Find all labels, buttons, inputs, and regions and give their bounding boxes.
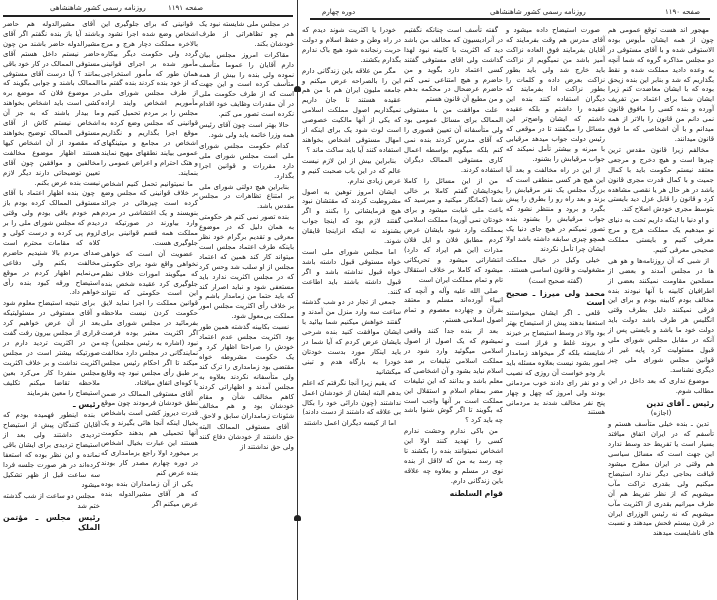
paragraph: ما نمیتوانیم تحمل کنیم اشخاص بر خلاف قوانینی که مجلس وضع کرده است چیزهائی در جرائد بنویسند و یک اغتشاشی در مردم وارد بیاورند در صورتیکه در مملکت همه قسم قوانینی برای جلوگیری هست. — [101, 179, 198, 247]
binding-mark — [294, 86, 301, 92]
paragraph: قلعی ـ اگر ایشان میخواستند استعفا بدهند پیش از استیضاح بهتر بود والا در وسط استیضاح بر خیزند و بروند غلط و فراز است و شایسته بلکه گر میخواهد زمامدار امور بشود نیست بعلاوه مسئله باید بار ودو خواست آن روزی که نصیب و دو نفر رای دادند خوب مردمانی بودند ولی امروز که چهل و چهار پنج نفر مخالف شدند بد مردمانی هستند — [506, 309, 605, 417]
left-page-number: صفحه ۱۱۹۱ — [168, 4, 204, 12]
paragraph: علت موافقت من با مستوفی الممالک برای مسائل عمومی بود ولی متأسفانه آن تعیین قصوری را که آقای مدرس کردند بنده نمی کنم بلکه میگویم بواسطه اعمال کاری مستوفی الممالک دیگران استفاده کردند. — [404, 106, 503, 174]
paragraph: مجلس دو ساعت از شب گذشته ختم شد — [3, 491, 100, 510]
speaker-heading: محمد ولی میرزا ـ صحیح است — [506, 288, 605, 308]
paragraph: از این در راه مخالفت و بعد آیا این هیچ هر کسی منطقی است که بزرگ مجلس یک نفر مرقیابش را بزند و بعد راه رو را بطرق را پیش بگیرد و برود و منتظر نشود که جواب مرقیابش را بشنود بنده تصور نمیکنم در هیچ جای دنیا یک همچو چیزی سابقه داشته باشد اولا ایشان چرا تأمل نکردند — [506, 165, 605, 253]
paragraph: تدین ـ بنده خیلی متأسف هستم و تأسفم که در ایران اتفاق میافتد بسیار است یا تفریط حد وسط ندارد این جهت است که مسائل سیاسی هم وقتی در ایران مطرح میشود قیافت بحاجی دیگر ندارد استیضاح میکنیم ولی بقدری تراکت مآب میشویم که از نظر تفریط هم آن طرف میرانیم بقدری از اکثریت مآب میشویم که نه رئیس الوزرای ایران در قرن بیستم فحش میدهند و نسبت های ناشایست میدهند — [608, 420, 714, 538]
paragraph: اما از کیسه دیگران اعمل داشتند — [303, 419, 396, 428]
paragraph: مهجور اند هست توقع عمومی هم چون از همه ایشان مأیوس بوده الاستوفی شده و با آقای مستوفی در دو مجلس مذاکره گروه که شما آنچه به وعده دادید مملکت شده و نقط بگذاریم که شد و بنابر این بنده زیحق بوده که با ایشان معاضدت کنم زیرا ایشان شما برای اعتماد من تفریف آورده و بنده کسی را مافوق قانون نمی دانم من قانون را بالاتر از همه میدانم و با آن اشخاصی که ما فوق قانون میدانند. — [608, 26, 714, 143]
header-rule — [310, 18, 710, 20]
header-rule — [3, 15, 293, 17]
paragraph: و او دنیا با اینکه داریم تحت به دنیای تو میدهیم یک مملکت هرج و مرج معرفی کنیم و بایستی مملکت صحیحی معرفی کنیم. — [608, 216, 714, 254]
paragraph: قوانینی که برای جلوگیری این اشخاص وضع شده اجرا نشود و بالاخره مملکت دچار هرج و مرج گردد ولی حکومت دیگر بیکاره مأمور شده بر اجرای قوانینی همان طور که مأمور استخراجی که از خود بنده کردند بنده گفتم ما از طرف مجلس شورای ملی مأموریم اشخاص وایند اراده مجلس را بر مردم تحمیل کنیم و قوانینی که مجلس وضع کرده به موقع اجرا بگذاریم و نگذاریم اشخاص در مجامع و میتینگهای عمومی بیایند نطقهای مهیج نمایند و هتک احترام و اعراض عمومی را بنمایند. — [101, 20, 198, 177]
paragraph: جمعی از تجار در دو شب گذشته ساعت سه وارد منزل من آمدند و گفتند خواهش میکنیم شما بیائید با ایشان موافقت کنید بنده شرحی بایشان عرض کردم که آیا شما در باید اینکار مورد بدست خودتان خودرا به بارگاه هدم و تبنی میکشانید — [302, 298, 401, 376]
binding-mark — [294, 515, 301, 521]
paragraph: مخالفم زیرا قانون مقدس ترین چیزها است و هیچ دخرج و مرجعی معتقد نیستم حکومت باید با کمال جمیت و با کمال قدرت مجری قانون باشد در هر حال هر یا نقصی مشاهده کرد و قانون را قابل عزل دید بایستی بتوسط مجری خودش اصلاح کند. — [608, 145, 714, 214]
paragraph: من از این مسائل را کاملا بخودایشان گفتم کاملا بر خالی شما (کمانگار میکنید و میرسید که باعث ملی غیابت میشود و برای خودتان نمی آورید) مملکت اسلامی بمملکت وارد شود بایشان عرض کردم مطابق فلان و ایل فلان مذرات (این هم ایراد که دارد) انتشاراتی میشود و تحریکاتی میشود که کاملا بر خلاف استقلال تام و تمام مملکت ایران است — [404, 176, 503, 284]
paragraph: حالا بهتر است چون آقای رئیس همه وزرا خاتمه یابد ولی شود. — [199, 121, 294, 139]
paragraph: بنده تصور نمی کنم هر حکومتی به همان دلیل که در موضوع معرفی و تقدیم برگرام خود نظر باینکه طرف اعتماد مجلس است میتواند کار کند همین که اعتماد مجلس از او سلب شد وحس کرد که در مجلس اکثریت ندارد باید مستعفی شود و نباید اصرار کند که باید حتما من زمامدار باشم و بر خلاف رأی اکثریت مجلس امور مملکت بی‌معول شود. — [199, 213, 294, 321]
paragraph: آقای مشیرالدوله هم حاضر باشند آیا باز بنده نگفتم اگر آقای مشیرالدوله حاضر باشند من چون حاضر نیستم داخل هستم آقای مستوفی الممالک در کار خود باقی بمانند ؟ آیا درست آقای مستوفی الممالک باشند و جوابی بگویند که در موضوع فلان که موضع بره کشی است باید اشخاص بخواهند ما بیدار باشند که به جز آن اشخاص نیستم کاش از آقای مستوفی الممالک توضیح بخواهند که مقصود از آن اشخاص کیها هستند اظهار موضوع مخالفت مخالفین و موافقین چون آقای تعیین توضیحاتی دارند دیگر لازم نیست بنده عرض بکنم. — [3, 20, 100, 187]
paragraph: نسبت بکابینه گذشته همین طور بود اکثریت مجلس عدم اعتماد خودش را صراحتا اظهار کرد و یک حکومت مشروطه خواه مقتضی بود زمامداری را ترک کند ولی متأسفانه نکردند بعلاوه به مجلس آمدند و اظهاراتی کردند کاهم مخالف شأن و مقام خودشان بود و هم مخالف شئونات زمامداران سابق و لاحق. — [199, 323, 294, 421]
paragraph: (گفته صحیح است) — [528, 276, 583, 285]
paragraph: در مجلس ملی شایسته نبود یک هم چو تظاهراتی از طرف خودشان بکند. — [199, 20, 294, 48]
right-page-number: صفحه ۱۱۹۰ — [665, 8, 701, 16]
paragraph: چون بنده اظهار اعتماد با آقای مستوفی الممالک کرده بودم باز هم خودم باقی بودم ولی وقتی دیدم که مجلس شورای ملی را بر لزوم پی کرده و درست کولی و کلاه که مقامات محترم است صدای مردم بالا شنیدیم حاضرم مخالفت بکنم ولی دفاعی می‌نمایم اظهار کردم در موقع استیضاح ورقه کبود بنده رأی خواهم داد. — [3, 189, 100, 297]
paragraph: بنابراین بیش از این لازم نیست عالم که در این باب صحبت کنیم و عرض زیادی ندارم. — [302, 156, 401, 185]
speaker-heading: رئیس مجلس ـ مؤتمن الملک — [3, 513, 100, 533]
paragraph: برای نتیجه استیضاح معلوم شود و آقای مستوفی در مسئولیتیکه بعد از آن عرض خواهیم کرد قراری از مجلس بیرون رفت گفت من در اکثریت تردید دارم در صورتیکه بیشتر است در مجلس اکثریت نداشت و بر خلاف اکثریت مجلس منفردا کار می‌کرد بعین ملاحظه تقاضا میکنم تکلیف استیضاح را معین بفرمایند — [3, 299, 100, 397]
right-page — [300, 0, 717, 20]
text-column — [101, 20, 198, 510]
paragraph: ایشان امروز توهین به اصول مشروطیت کردند که مقتشان نبود هیچ فرمایشاتی را بکنند و اگر گفتند لازم بود که اینجا جواب بشنوند نه اینکه انزاینجا قایقان شوند. — [302, 187, 401, 246]
right-page-title: روزنامه رسمی کشور شاهنشاهی — [490, 8, 586, 16]
speaker-heading: رئیس ـ — [73, 400, 100, 410]
text-column — [199, 20, 294, 454]
text-column — [404, 26, 503, 500]
text-column — [3, 20, 100, 534]
text-column — [506, 26, 605, 419]
paragraph: از شبی که آن روزنامه‌ها و هو هی ها در مجلس آمدند و بعضی از مسلحین مقاومت نمیکنند بعضی از اطرافیان کابینه با آنها نبودند بنده مخالف بودم کابینه بودم و برای این فرقی نمیکنند دلیل بطرف وقتی انگلیس هر طرف باشد دولت باید دولت خود ما باشد و بایستی پس از آنکه در مقابل مجلس شورای ملی قبول مسئولیت کرد پایه غیر از قوانین مجلس شورای ملی چیز دیگری نشناسد. — [608, 256, 714, 374]
left-page — [0, 0, 296, 20]
speaker-heading: قوام السلطنه — [449, 488, 503, 498]
paragraph: گفته تأسف است چنانکه نگفتیم در آنرادیسیون که مخالف من باشد دید که اکثریت با کابینه نبود لهذا گذاشت ولی اقای مستوفی گفتند کسی اعتماد دارد بگوید و من حاضرم و هیچ امتناعی نمی کنم حاضرم عرضحال در محکمه بدهم و من مطیع آن قانون هستم — [404, 26, 503, 104]
paragraph: بعد از بنده جدا کنند واقعی نمیشوم که یک اصول از اصول اسلامی میگوئید وارد شود در مملکت اسلامی تبلیغات بر ضد اسلام نباید بشود و آن اشخاصی که معلم باشد و بدانند که این تبلیغات مضر بمقام اسلام و استقلال این مملکت است بر آنها واجب است که بگویند تا اگر گوش شنوا باشد چه باید کرد ؟ — [404, 327, 503, 425]
paragraph: من باکی ندارم وحشت ندارم کسی را تهدید کنند اولا این اشخاص نمیتوانند بنده را بکشند تا چه رسد به من که لااقل از بنده نوی در مسلم و بعلاوه چه علاقه باین زندگانی دارم. — [404, 427, 503, 485]
volume-label: دوره چهارم — [322, 8, 356, 16]
text-column — [302, 26, 401, 430]
left-page-title: روزنامه رسمی کشور شاهنشاهی — [50, 4, 146, 12]
paragraph: موضوع نداری که بعد داخل در این مطالب شوم. — [608, 376, 714, 395]
paragraph: عضویت آن است که خواهی نخواهی واقع شود برای حکومتی که میگویند امورات خلاف نظم جلوگیری کرد عقیده شخص بنده این است حکومتی که نتواند قوانین مملکت را اجرا نماید لایق حکومت کردن نیست ملاحظه بفرمائید در مجلس شورای ملی اگر اکثریت معتبر بوده فرصت نبود (اشاره به رئیس مجلس) چه نمایندگانی در مجلس دارد مخالفت میکند تا اگر احکام رئیس مجلس بر طبق رأی مجلس نبود چه وقایع یا کوه‌ای اتفاق میافتاد. — [101, 249, 198, 387]
paragraph: آقای مستوفی الممالک در ضمن نطق خودشان فرمودند چون موقع قدرت دیروز کشی است باشخاص بخیال اینکه آنجا هائی بگیرند و یک آنها تحمیلی هم بدهند حکومت هستند این عبارت بخیال اشخاص بر میخورد اولا راجع بزمامداری که در دوره چهارم مصدر کار بودند بنده عرض کنم — [101, 389, 198, 477]
paragraph: بنابراین هیچ دولتی شورای ملی بر امتناع تظاهرات در مجلس مقدس باشد. — [199, 182, 294, 211]
paragraph: (اجازه) — [650, 409, 672, 418]
paragraph: خیلی وکیل در خیال مملکت مشغولیت و قانون اساسی هستند. — [506, 255, 605, 274]
paragraph: بنده اینطور فهمیده بودم که آقایان کنندگان پیش از استیضاح تردیدی داشتند ولی بعد از استیضاح تردیدی برای ایشان باقی نمانده و این نظر بوده که استعفا کرده‌اند در هر صورت جلسه فردا سه ساعت قبل از ظهر تشکیل میشود — [3, 411, 100, 489]
speaker-heading: رئیس ـ آقای تدین — [646, 398, 714, 408]
paragraph: که یقیم زیرا آنجا نگرفتم که اعلم بدهم البته ایشان از خودشان اعمل نداشتند (چون دارائی خود را بکال بی علاقه که داشتند از دست دادند) — [302, 378, 401, 417]
paragraph: آقای مستوفی الممالک البته حق داشتند از خودشان دفاع کنند ولی حق نداشتند از — [199, 423, 294, 452]
paragraph: صورت استیضاح داده میشود و آقای مدرس هم وقت بفرمایند که آقایان بفرمایند فوق العاده نزاکت آمیز باشد من نمیگویم از نزاکت باید خارج شد ولی باید بطور نزاکت بعرض داده و کلمات را بطور نزاکت ادا بفرمایند که دیگران استفاده کنند بنده این عقیده را داشتم و بلکه عقیده داشتم که ایشان واضح‌تر این مسائل را میگفتند تا در موقعی که رئیس دولت جواب میدهد مرقیابی با مبرنه و بیشتر تأمل نمیکند که جواب مرقیابش را بشنود. — [506, 26, 605, 163]
paragraph: خودرا یا اکثریت شوند دیدم که در راه وطن و حفظ اسلام و دولت حربت رنجانده شود هیچ باک ندارم بگذارم بکشند. — [302, 26, 401, 64]
text-column — [608, 26, 714, 540]
paragraph: کدام حکومت مجلس شورای ملی است مجلس شورای ملی دارد مقررات و قوانین اجرا بگذارد. — [199, 141, 294, 180]
paragraph: صلی الله علیه وآله و آنچه که انبیاء آورده‌اند مسلم و معتقد بقرآن و چهارده معصوم و تمام اصول اسلامی هستم. — [404, 286, 503, 325]
paragraph: یکی از آن زمامداران بنده بوده که هر آقای مشیرالدوله بنده عرض میکنم اگر — [101, 479, 198, 508]
paragraph: مقاکرات امروز مجلس بیان دارم آقایان را عموما متأسف نموده ولی بنده را بیش از همه متأسف کرده است و این جهت است که از طرف حکومت ملی در آن مقدرات وظایف خود اقدام نکرده است تصور می کنم. — [199, 50, 294, 119]
paragraph: مگر من علاقه باین زندگانی دارم این را بالصراحه عرض میکنم و جامعه ملیون ایران هم با من هم عقیده هستند تا جان داریم نمیگذاریم اصول مملکت اسلامی که یکی از آنها مالکیت خصوصی است لوث شود یک برای اینکه از امهال مستوفی اشخاص بخواهند استفاده کنند آیا باید ساکت ماند ؟ — [302, 66, 401, 154]
paragraph: اما مجلس شورای ملی است خواه مستوفی قبول داشته باشد خواه قبول نداشته باشد و اگر قبول داشته باشند باید اطاعت کنند. — [302, 247, 401, 296]
